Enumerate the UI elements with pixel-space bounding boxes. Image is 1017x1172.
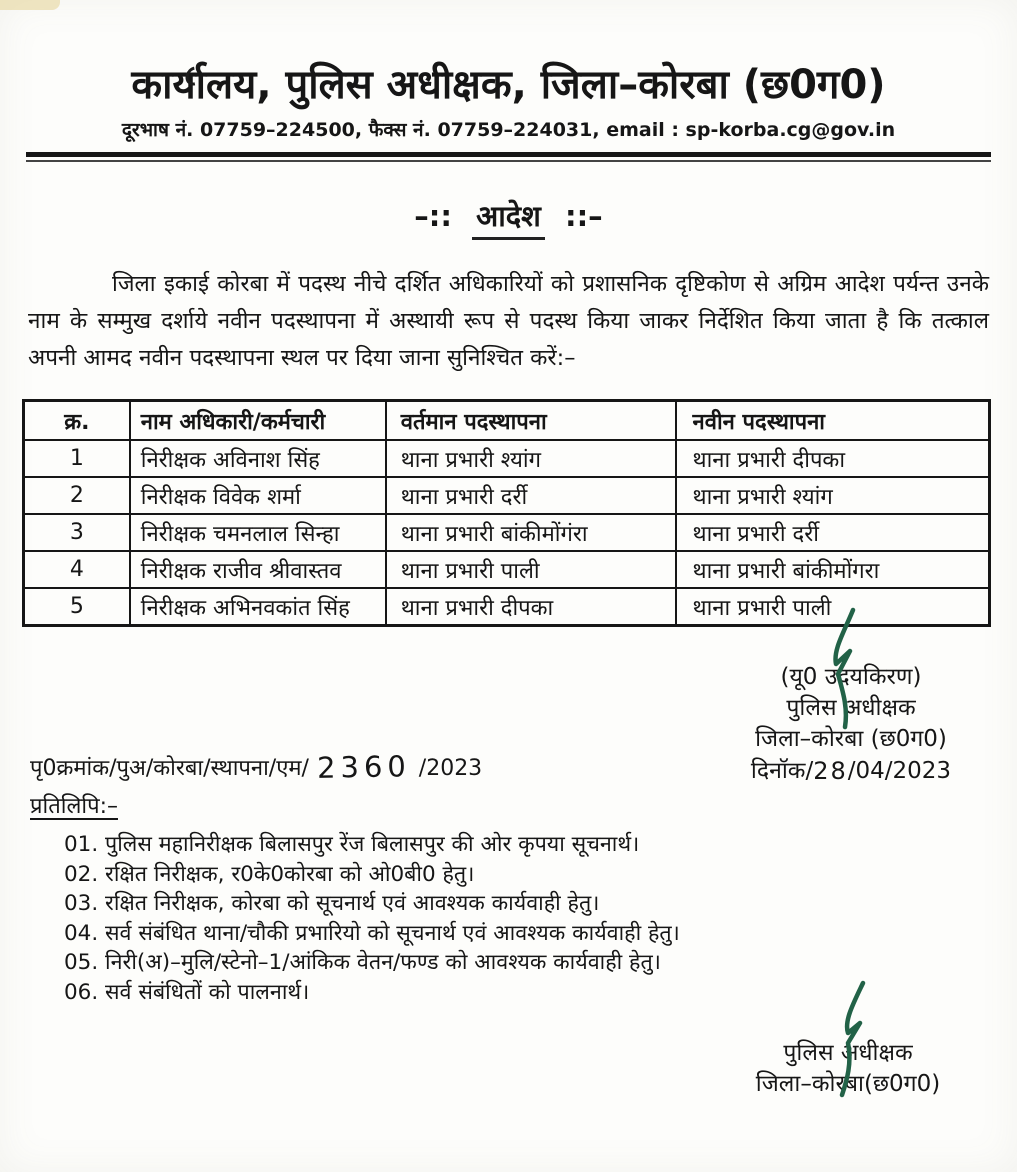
bottom-signature-block — [693, 980, 1003, 1100]
cell-new-posting: थाना प्रभारी पाली — [676, 588, 990, 626]
cell-new-posting: थाना प्रभारी दर्री — [676, 514, 990, 551]
order-body-paragraph: जिला इकाई कोरबा में पदस्थ नीचे दर्शित अधिकारियों को प्रशासनिक दृष्टिकोण से अग्रिम आदेश पर्यन्त उनके नाम के सम्मुख दर्शाये नवीन पदस्थापना में अस्थायी रूप से पदस्थ किया जाकर निर्देशित किया जाता है कि तत्काल अपनी आमद नवीन पदस्थापना स्थल पर दिया जाना सुनिश्चित करें:– — [28, 271, 989, 371]
table-row — [24, 514, 990, 551]
table-header-row — [24, 401, 990, 441]
cell-serial: 2 — [24, 477, 130, 514]
cell-serial: 3 — [24, 514, 130, 551]
reference-number-line — [30, 748, 910, 785]
copy-item: 02. रक्षित निरीक्षक, र0के0कोरबा को ओ0बी0 हेतु। — [64, 861, 475, 887]
cell-new-posting: थाना प्रभारी बांकीमोंगरा — [676, 551, 990, 588]
office-title: कार्यालय, पुलिस अधीक्षक, जिला–कोरबा (छ0ग0) — [131, 62, 886, 108]
order-heading-prefix: –:: — [414, 199, 452, 233]
header-divider-rule — [26, 152, 991, 162]
copy-item: 06. सर्व संबंधितों को पालनार्थ। — [64, 979, 310, 1005]
copy-item: 03. रक्षित निरीक्षक, कोरबा को सूचनार्थ एवं आवश्यक कार्यवाही हेतु। — [64, 891, 600, 916]
cell-current-posting: थाना प्रभारी दीपका — [386, 588, 676, 626]
signatory-district: जिला–कोरबा(छ0ग0) — [755, 1071, 941, 1097]
signatory-district: जिला–कोरबा (छ0ग0) — [755, 726, 947, 752]
signatory-name: (यू0 उदयकिरण) — [780, 664, 922, 690]
date-rest: /04/2023 — [847, 758, 952, 784]
copy-item: 01. पुलिस महानिरीक्षक बिलासपुर रेंज बिलासपुर की ओर कृपया सूचनार्थ। — [64, 832, 640, 857]
copy-item: 05. निरी(अ)–मुलि/स्टेनो–1/आंकिक वेतन/फण्ड को आवश्यक कार्यवाही हेतु। — [64, 950, 661, 975]
cell-new-posting: थाना प्रभारी श्यांग — [676, 477, 990, 514]
col-header-current-posting: वर्तमान पदस्थापना — [386, 401, 676, 441]
cell-current-posting: थाना प्रभारी श्यांग — [386, 440, 676, 477]
col-header-serial: क्र. — [24, 401, 130, 441]
cell-serial: 1 — [24, 440, 130, 477]
reference-prefix: पृ0क्रमांक/पुअ/कोरबा/स्थापना/एम/ — [30, 756, 309, 781]
letterhead — [0, 0, 1017, 142]
date-day-handwritten: 28 — [813, 757, 848, 785]
cell-officer-name: निरीक्षक राजीव श्रीवास्तव — [130, 551, 386, 588]
table-row — [24, 477, 990, 514]
col-header-new-posting: नवीन पदस्थापना — [676, 401, 990, 441]
scan-smudge-artifact — [0, 0, 60, 10]
table-row — [24, 551, 990, 588]
order-heading-text: आदेश — [472, 196, 545, 240]
cell-new-posting: थाना प्रभारी दीपका — [676, 440, 990, 477]
cell-officer-name: निरीक्षक चमनलाल सिन्हा — [130, 514, 386, 551]
cell-officer-name: निरीक्षक अभिनवकांत सिंह — [130, 588, 386, 626]
copy-item: 04. सर्व संबंधित थाना/चौकी प्रभारियो को सूचनार्थ एवं आवश्यक कार्यवाही हेतु। — [64, 920, 680, 946]
order-heading-suffix: ::– — [564, 199, 603, 233]
cell-current-posting: थाना प्रभारी दर्री — [386, 477, 676, 514]
office-contact-line: दूरभाष नं. 07759–224500, फैक्स नं. 07759–224031, email : sp-korba.cg@gov.in — [121, 119, 896, 141]
cell-officer-name: निरीक्षक अविनाश सिंह — [130, 440, 386, 477]
cell-current-posting: थाना प्रभारी पाली — [386, 551, 676, 588]
reference-number-handwritten: 2360 — [316, 749, 412, 785]
cell-serial: 5 — [24, 588, 130, 626]
cell-officer-name: निरीक्षक विवेक शर्मा — [130, 477, 386, 514]
table-row — [24, 440, 990, 477]
cell-current-posting: थाना प्रभारी बांकीमोंगंरा — [386, 514, 676, 551]
endorsement-section — [30, 748, 910, 1007]
copy-heading: प्रतिलिपि:– — [30, 794, 118, 819]
col-header-officer-name: नाम अधिकारी/कर्मचारी — [130, 401, 386, 441]
date-label: दिनॉक/ — [750, 758, 814, 784]
cell-serial: 4 — [24, 551, 130, 588]
transfer-table — [22, 399, 991, 627]
signatory-designation: पुलिस अधीक्षक — [786, 695, 916, 721]
reference-suffix: /2023 — [418, 756, 483, 781]
order-heading — [0, 196, 1017, 240]
signatory-designation: पुलिस अधीक्षक — [783, 1040, 913, 1066]
